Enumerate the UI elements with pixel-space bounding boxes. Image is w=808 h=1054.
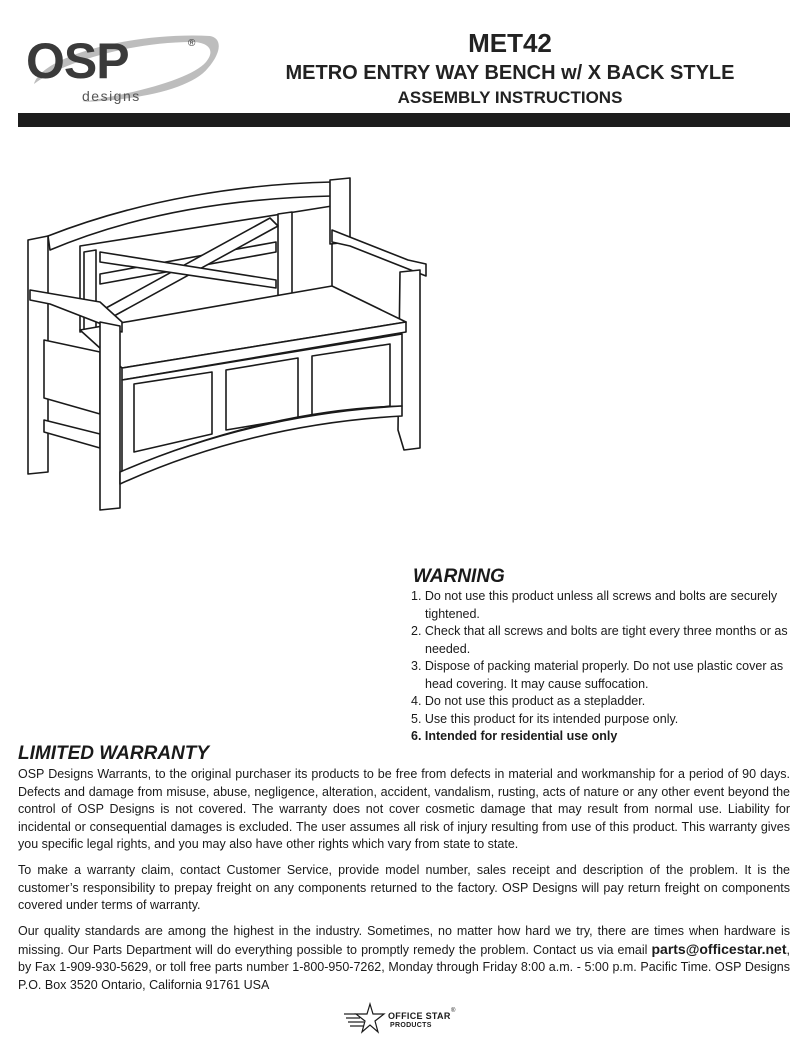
warning-heading: WARNING — [413, 566, 505, 587]
star-icon — [342, 1002, 388, 1036]
warranty-claim-paragraph: To make a warranty claim, contact Customer Service, provide model number, sales receipt and description of the problem. It is the customer’s responsibility to prepay freight on any components returned to the factory. OSP Designs will pay return freight on components covered under terms of warranty. — [18, 863, 790, 913]
warranty-paragraph: OSP Designs Warrants, to the original purchaser its products to be free from defects in material and workmanship for a period of 90 days. Defects and damage from misuse, abuse, negligence, alteration, accident, vandalism, rusting, acts of nature or any other event beyond the control of OSP Designs is not covered. The warranty does not cover cosmetic damage that may result from normal use. Liability for incidental or consequential damages is excluded. The user assumes all risk of injury resulting from use of this product. This warranty gives you specific legal rights, and you may also have other rights which vary from state to state. — [18, 767, 790, 852]
warranty-heading: LIMITED WARRANTY — [18, 743, 210, 764]
logo-subtext: designs — [82, 88, 141, 104]
header-divider — [18, 113, 790, 127]
warning-item: 1. Do not use this product unless all screws and bolts are securely tightened. — [411, 589, 778, 621]
footer-brand-name: OFFICE STAR — [388, 1011, 451, 1021]
warning-item: 6. Intended for residential use only — [411, 729, 618, 743]
parts-paragraph — [18, 923, 790, 994]
warning-item: 4. Do not use this product as a stepladder. — [411, 694, 646, 708]
osp-designs-logo — [22, 26, 222, 106]
logo-text: OSP — [26, 33, 129, 89]
parts-contact-text: , by Fax 1-909-930-5629, or toll free parts number 1-800-950-7262, Monday through Friday 8:00 a.m. - 5:00 p.m. Pacific Time. OSP Designs P.O. Box 3520 Ontario, California 91761 USA — [18, 942, 790, 992]
warning-item: 2. Check that all screws and bolts are tight every three months or as needed. — [411, 624, 788, 656]
warning-item: 5. Use this product for its intended purpose only. — [411, 711, 679, 726]
bench-illustration — [20, 172, 440, 517]
document-subtitle: ASSEMBLY INSTRUCTIONS — [397, 88, 623, 107]
office-star-logo — [342, 1002, 472, 1038]
footer-brand-subtext: PRODUCTS — [390, 1022, 432, 1029]
product-title: METRO ENTRY WAY BENCH w/ X BACK STYLE — [285, 62, 735, 84]
model-number: MET42 — [468, 28, 552, 58]
warning-list — [411, 588, 793, 746]
logo-registered-mark: ® — [188, 38, 196, 49]
footer-registered-mark: ® — [451, 1008, 456, 1014]
parts-text: Our quality standards are among the highest in the industry. Sometimes, no matter how hard we try, there are times when hardware is missing. Our Parts Department will do everything possible to promptly remedy the problem. Contact us via email — [18, 924, 790, 957]
warning-item: 3. Dispose of packing material properly. Do not use plastic cover as head covering. It may cause suffocation. — [411, 659, 784, 691]
parts-email-link[interactable]: parts@officestar.net — [651, 940, 787, 957]
